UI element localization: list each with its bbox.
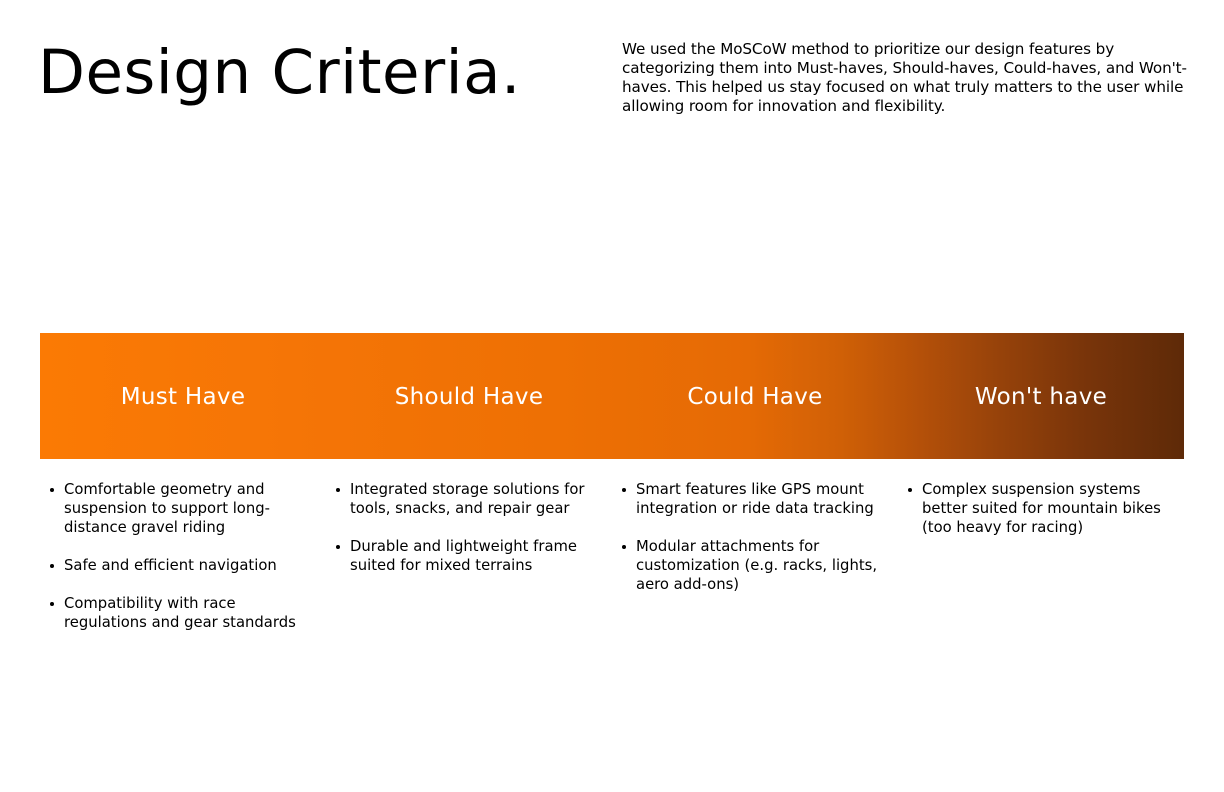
list-item: Durable and lightweight frame suited for mixed terrains xyxy=(350,537,598,575)
page-title: Design Criteria. xyxy=(38,37,521,108)
could-have-label: Could Have xyxy=(687,384,823,410)
must-have-column xyxy=(40,480,326,651)
must-have-list xyxy=(64,480,312,632)
criteria-lists xyxy=(40,480,1184,651)
list-item: Integrated storage solutions for tools, snacks, and repair gear xyxy=(350,480,598,518)
list-item: Comfortable geometry and suspension to support long-distance gravel riding xyxy=(64,480,312,537)
should-have-column xyxy=(326,480,612,651)
should-have-header xyxy=(326,333,612,459)
wont-have-header xyxy=(898,333,1184,459)
moscow-header-band xyxy=(40,333,1184,459)
wont-have-list xyxy=(922,480,1170,537)
list-item: Complex suspension systems better suited for mountain bikes (too heavy for racing) xyxy=(922,480,1170,537)
wont-have-label: Won't have xyxy=(974,384,1108,410)
must-have-header xyxy=(40,333,326,459)
should-have-label: Should Have xyxy=(394,384,544,410)
list-item: Smart features like GPS mount integration or ride data tracking xyxy=(636,480,884,518)
list-item: Safe and efficient navigation xyxy=(64,556,312,575)
list-item: Compatibility with race regulations and gear standards xyxy=(64,594,312,632)
wont-have-column xyxy=(898,480,1184,651)
could-have-column xyxy=(612,480,898,651)
must-have-label: Must Have xyxy=(120,384,246,410)
could-have-header xyxy=(612,333,898,459)
list-item: Modular attachments for customization (e.g. racks, lights, aero add-ons) xyxy=(636,537,884,594)
intro-paragraph: We used the MoSCoW method to prioritize our design features by categorizing them into Must-haves, Should-haves, Could-haves, and Won't-haves. This helped us stay focused on what truly matters to the user while allowing room for innovation and flexibility. xyxy=(622,40,1187,115)
could-have-list xyxy=(636,480,884,594)
should-have-list xyxy=(350,480,598,575)
